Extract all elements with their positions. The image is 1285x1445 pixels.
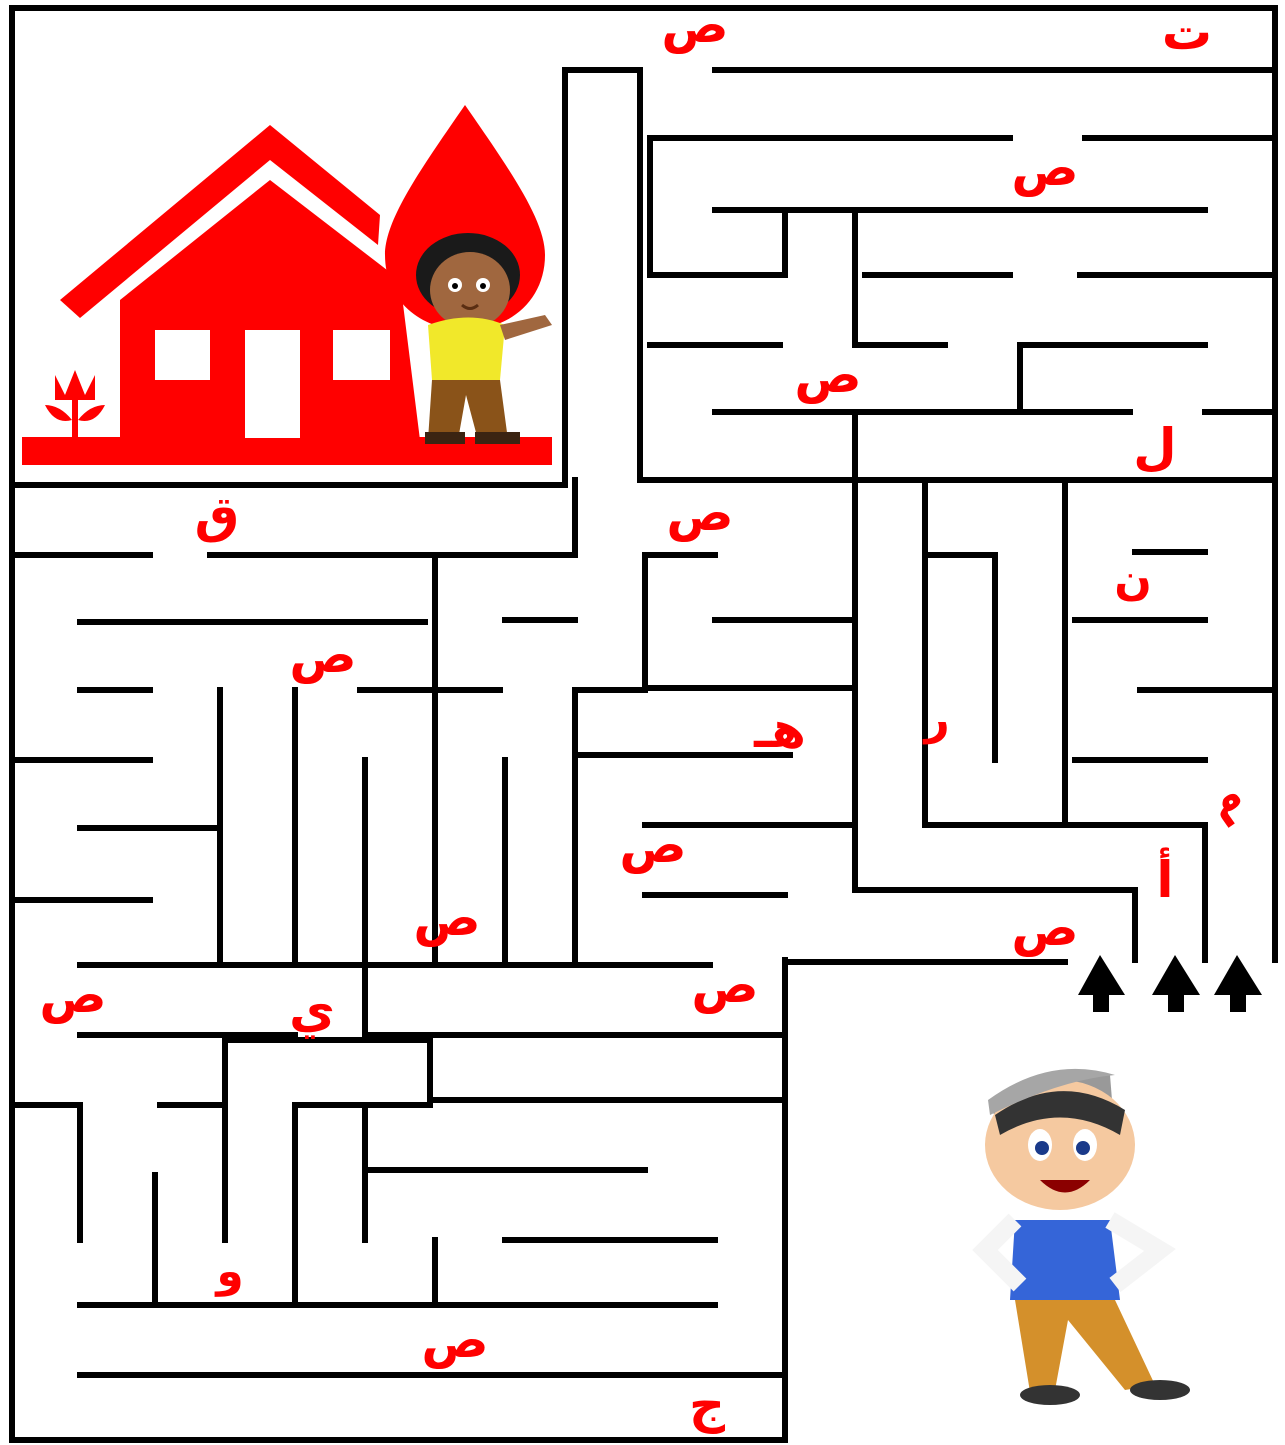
- letter-sad: ص: [619, 816, 687, 874]
- letter-alif: أ: [1156, 851, 1174, 909]
- letter-haa: هـ: [754, 701, 806, 759]
- arrow-up-icon: [1214, 955, 1262, 1012]
- arrow-up-icon: [1078, 955, 1125, 1012]
- letter-sad: ص: [794, 346, 862, 404]
- letter-sad: ص: [421, 1311, 489, 1369]
- letter-sad: ص: [289, 626, 357, 684]
- letter-sad: ص: [1011, 139, 1079, 197]
- plant-icon: [45, 370, 105, 437]
- letter-sad: ص: [1011, 899, 1079, 957]
- letter-raa: ر: [924, 694, 950, 745]
- letter-sad: ص: [39, 966, 107, 1024]
- letter-waw: و: [216, 1246, 244, 1297]
- letter-sad: ص: [691, 956, 759, 1014]
- player-boy-icon: [985, 1069, 1190, 1405]
- letter-meem: م: [1196, 769, 1253, 830]
- letter-sad: ص: [413, 889, 481, 947]
- arrow-up-icon: [1152, 955, 1200, 1012]
- letter-noon: ن: [1114, 554, 1152, 605]
- letter-jeem: ج: [688, 1376, 726, 1434]
- letter-yaa: ي: [289, 981, 335, 1039]
- letter-sad: ص: [666, 484, 734, 542]
- letter-sad: ص: [661, 0, 729, 54]
- letter-qaf: ق: [194, 486, 240, 544]
- start-arrows: [1078, 955, 1262, 1012]
- letter-lam: ل: [1133, 418, 1177, 476]
- letter-taa: ت: [1161, 3, 1213, 61]
